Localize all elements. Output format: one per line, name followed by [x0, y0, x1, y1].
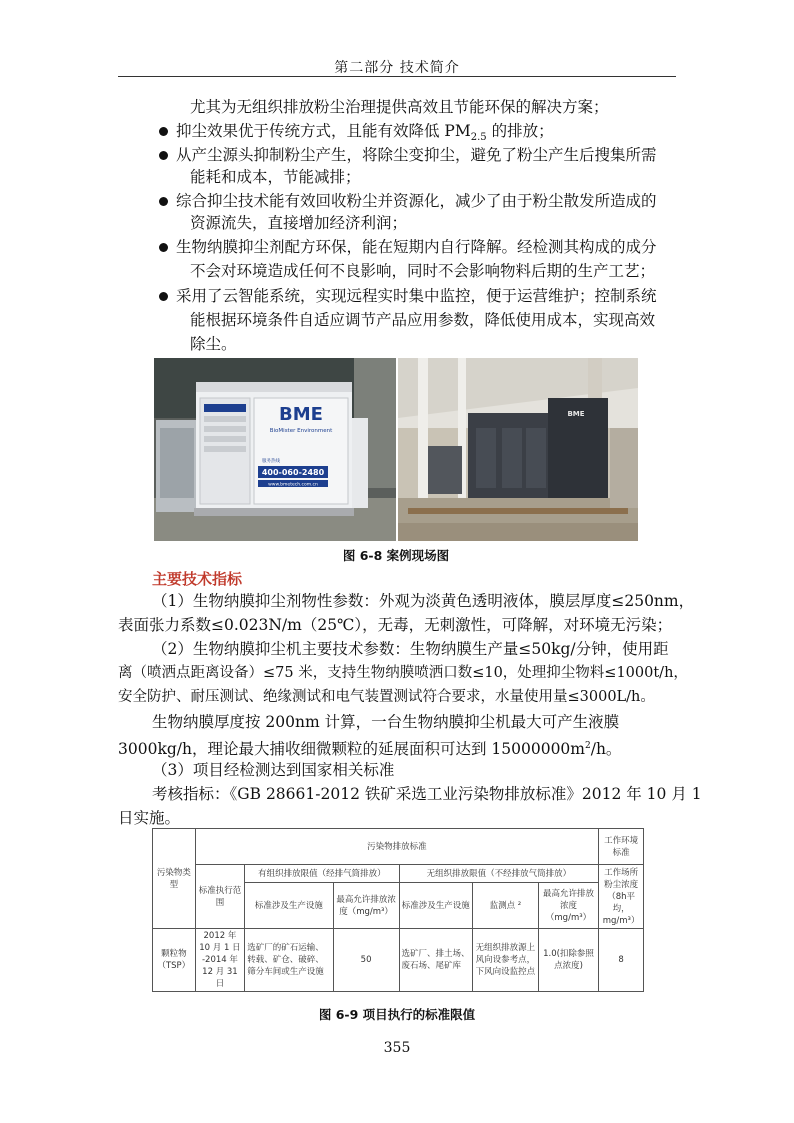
bullet-5-line-3: 除尘。	[190, 335, 237, 353]
site-photo-illustration	[398, 358, 638, 541]
bullet-icon	[159, 243, 168, 252]
para-2-line-3: 安全防护、耐压测试、绝缘测试和电气装置测试符合要求，水量使用量≤3000L/h。	[118, 689, 655, 705]
header-emission-standard: 污染物排放标准	[195, 829, 599, 865]
para-1-line-1: （1）生物纳膜抑尘剂物性参数：外观为淡黄色透明液体，膜层厚度≤250nm，	[152, 592, 695, 610]
bullet-icon	[159, 197, 168, 206]
bullet-2-line-1: 从产尘源头抑制粉尘产生，将除尘变抑尘，避免了粉尘产生后搜集所需	[176, 146, 657, 164]
bullet-3-line-2: 资源流失，直接增加经济利润；	[190, 214, 408, 232]
hotline-label: 服务热线	[262, 459, 280, 464]
section-title: 主要技术指标	[152, 570, 243, 588]
header-unorganized: 无组织排放限值（不经排放气筒排放）	[399, 865, 599, 883]
cell-facility-2: 选矿厂、排土场、废石场、尾矿库	[399, 929, 472, 992]
para-4: （3）项目经检测达到国家相关标准	[152, 761, 395, 779]
cell-type: 颗粒物（TSP）	[153, 929, 196, 992]
bullet-4-line-1: 生物纳膜抑尘剂配方环保，能在短期内自行降解。经检测其构成的成分	[176, 238, 657, 256]
emission-standard-table	[152, 828, 644, 992]
page-number: 355	[383, 1040, 411, 1056]
case-photo-site	[398, 358, 638, 541]
bullet-icon	[159, 151, 168, 160]
brand-subtitle: BioMister Environment	[269, 428, 333, 434]
running-header: 第二部分 技术简介	[334, 60, 460, 76]
bullet-icon	[159, 127, 168, 136]
cell-facility: 选矿厂的矿石运输、转载、矿仓、破碎、筛分车间或生产设施	[245, 929, 333, 992]
header-max-conc-2: 最高允许排放浓度（mg/m³）	[538, 883, 598, 929]
cell-conc-2: 1.0(扣除参照点浓度)	[538, 929, 598, 992]
bullet-5-line-1: 采用了云智能系统，实现远程实时集中监控，便于运营维护；控制系统	[176, 287, 657, 305]
machine-photo-illustration	[154, 358, 396, 541]
header-workplace-conc: 工作场所粉尘浓度（8h平均，mg/m³）	[599, 865, 644, 929]
bullet-1: 抑尘效果优于传统方式，且能有效降低 $PM_{2.5}$ 的排放；	[176, 122, 554, 144]
header-max-conc: 最高允许排放浓度（mg/m³）	[333, 883, 399, 929]
bullet-5-line-2: 能根据环境条件自适应调节产品应用参数，降低使用成本，实现高效	[190, 311, 656, 329]
case-photo-machine	[154, 358, 396, 541]
header-monitor-point: 监测点 ²	[472, 883, 538, 929]
intro-line: 尤其为无组织排放粉尘治理提供高效且节能环保的解决方案；	[190, 98, 609, 116]
header-scope: 标准执行范围	[195, 865, 245, 929]
header-std-facility: 标准涉及生产设施	[245, 883, 333, 929]
bullet-4-line-2: 不会对环境造成任何不良影响，同时不会影响物料后期的生产工艺；	[190, 262, 656, 280]
cell-monitor: 无组织排放源上风向设参考点，下风向设监控点	[472, 929, 538, 992]
cell-conc: 50	[333, 929, 399, 992]
figure-caption-6-9: 图 6-9 项目执行的标准限值	[318, 1007, 476, 1022]
brand-logo: BME	[279, 404, 323, 425]
phone-number: 400-060-2480	[261, 468, 325, 477]
para-2-line-2: 离（喷洒点距离设备）≤75 米，支持生物纳膜喷洒口数≤10，处理抑尘物料≤1000t/h，	[118, 665, 688, 681]
para-5-line-1: 考核指标：《GB 28661-2012 铁矿采选工业污染物排放标准》2012 年 10 月 1	[152, 785, 702, 803]
header-std-facility-2: 标准涉及生产设施	[399, 883, 472, 929]
website: www.bmetech.com.cn	[268, 482, 318, 488]
para-1-line-2: 表面张力系数≤0.023N/m（25℃），无毒，无刺激性，可降解，对环境无污染；	[118, 616, 673, 634]
header-workplace-standard: 工作环境标准	[599, 829, 644, 865]
figure-caption-6-8: 图 6-8 案例现场图	[342, 548, 450, 563]
svg-text:BME: BME	[567, 410, 585, 418]
bullet-icon	[159, 292, 168, 301]
bullet-3-line-1: 综合抑尘技术能有效回收粉尘并资源化，减少了由于粉尘散发所造成的	[176, 192, 657, 210]
cell-workplace: 8	[599, 929, 644, 992]
header-rule	[118, 76, 676, 77]
bullet-2-line-2: 能耗和成本，节能减排；	[190, 168, 361, 186]
para-5-line-2: 日实施。	[118, 809, 181, 827]
header-organized: 有组织排放限值（经排气筒排放）	[245, 865, 399, 883]
para-3-line-2: 3000kg/h，理论最大捕收细微颗粒的延展面积可达到 $15000000m^2/h$。	[118, 740, 622, 759]
para-3-line-1: 生物纳膜厚度按 200nm 计算，一台生物纳膜抑尘机最大可产生液膜	[152, 713, 620, 731]
cell-period: 2012 年 10 月 1 日 -2014 年 12 月 31 日	[195, 929, 245, 992]
header-pollutant-type: 污染物类型	[153, 829, 196, 929]
para-2-line-1: （2）生物纳膜抑尘机主要技术参数：生物纳膜生产量≤50kg/分钟，使用距	[152, 640, 669, 658]
